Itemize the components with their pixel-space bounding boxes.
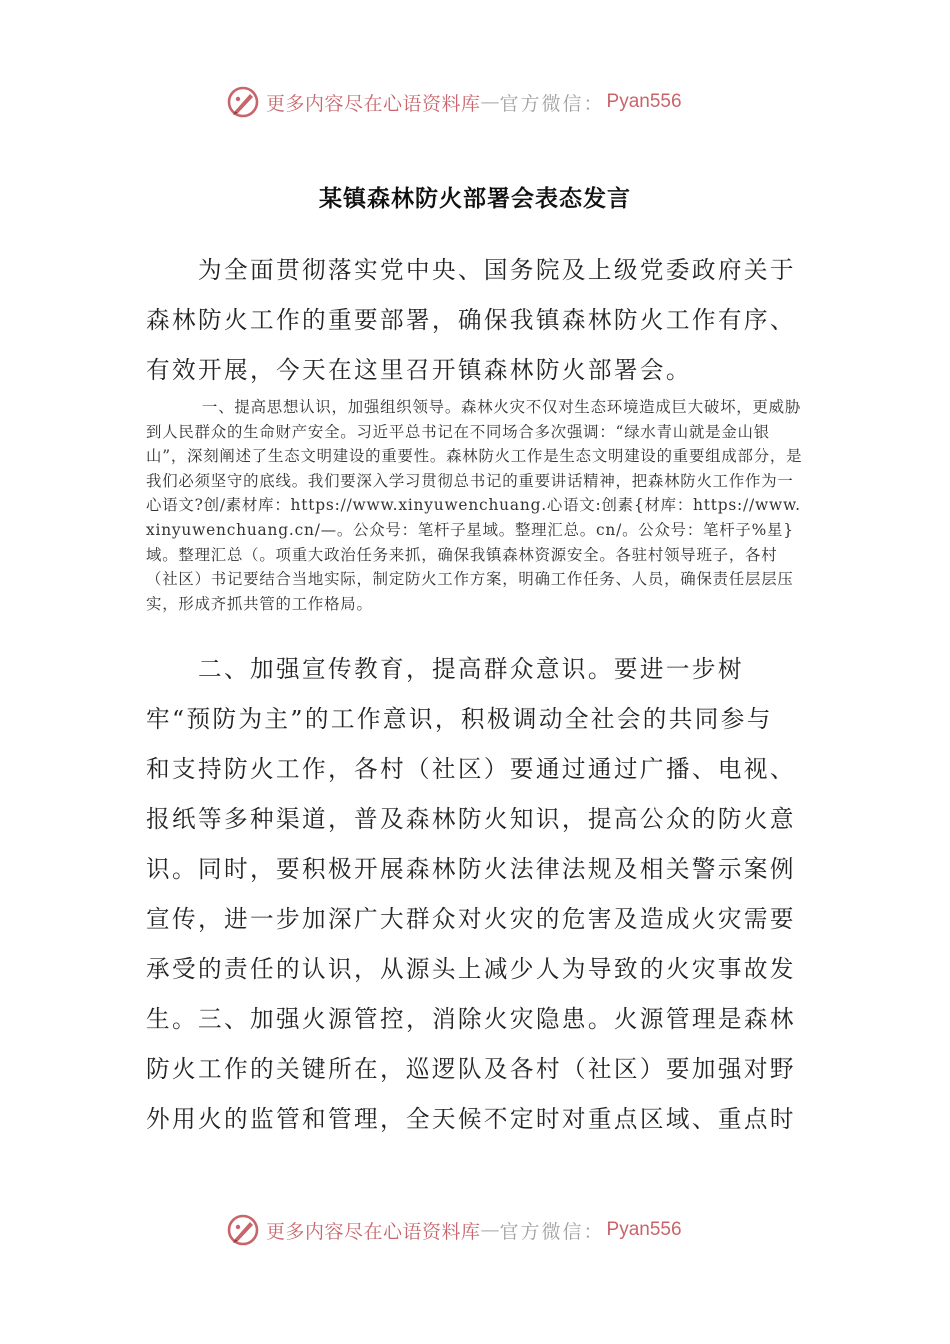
section-three-paragraph: 三、加强火源管控，消除火灾隐患。火源管理是森林防火工作的关键所在，巡逻队及各村（社区）要加强对野外用火的监管和管理，全天候不定时对重点区域、重点时 xyxy=(146,1005,796,1133)
section-one-paragraph: 一、提高思想认识，加强组织领导。森林火灾不仅对生态环境造成巨大破坏，更威胁到人民群众的生命财产安全。习近平总书记在不同场合多次强调：“绿水青山就是金山银山”，深刻阐述了生态文明建设的重要性。森林防火工作是生态文明建设的重要组成部分，是我们必须坚守的底线。我们要深入学习贯彻总书记的重要讲话精神，把森林防火工作作为一心语文?创/素材库：https://www.xinyuwenchuang.心语文:创素{材库：https://www.xinyuwenchuang.cn/—。公众号：笔杆子星域。整理汇总。cn/。公众号：笔杆子%星}域。整理汇总（。项重大政治任务来抓，确保我镇森林资源安全。各驻村领导班子，各村（社区）书记要结合当地实际，制定防火工作方案，明确工作任务、人员，确保责任层层压实，形成齐抓共管的工作格局。 xyxy=(146,398,803,613)
footer-wechat-label: 官方微信： xyxy=(499,1220,605,1243)
header-separator: — xyxy=(480,91,500,113)
header-wechat-id: Pyan556 xyxy=(606,91,682,112)
pen-logo-icon xyxy=(226,1213,260,1247)
header-banner[interactable] xyxy=(226,84,746,120)
header-promo-text: 更多内容尽在心语资料库 xyxy=(266,92,481,115)
footer-promo-text: 更多内容尽在心语资料库 xyxy=(266,1220,481,1243)
intro-paragraph: 为全面贯彻落实党中央、国务院及上级党委政府关于森林防火工作的重要部署，确保我镇森林防火工作有序、有效开展，今天在这里召开镇森林防火部署会。 xyxy=(146,256,796,384)
page-title: 某镇森林防火部署会表态发言 xyxy=(319,186,631,212)
footer-banner[interactable] xyxy=(226,1212,746,1248)
footer-wechat-id: Pyan556 xyxy=(606,1219,682,1240)
header-wechat-label: 官方微信： xyxy=(499,92,605,115)
section-two-paragraph: 二、加强宣传教育，提高群众意识。要进一步树牢“预防为主”的工作意识，积极调动全社会的共同参与和支持防火工作，各村（社区）要通过通过广播、电视、报纸等多种渠道，普及森林防火知识，提高公众的防火意识。同时，要积极开展森林防火法律法规及相关警示案例宣传，进一步加深广大群众对火灾的危害及造成火灾需要承受的责任的认识，从源头上减少人为导致的火灾事故发生。 xyxy=(146,655,796,1033)
pen-logo-icon xyxy=(226,85,260,119)
footer-separator: — xyxy=(480,1219,500,1241)
